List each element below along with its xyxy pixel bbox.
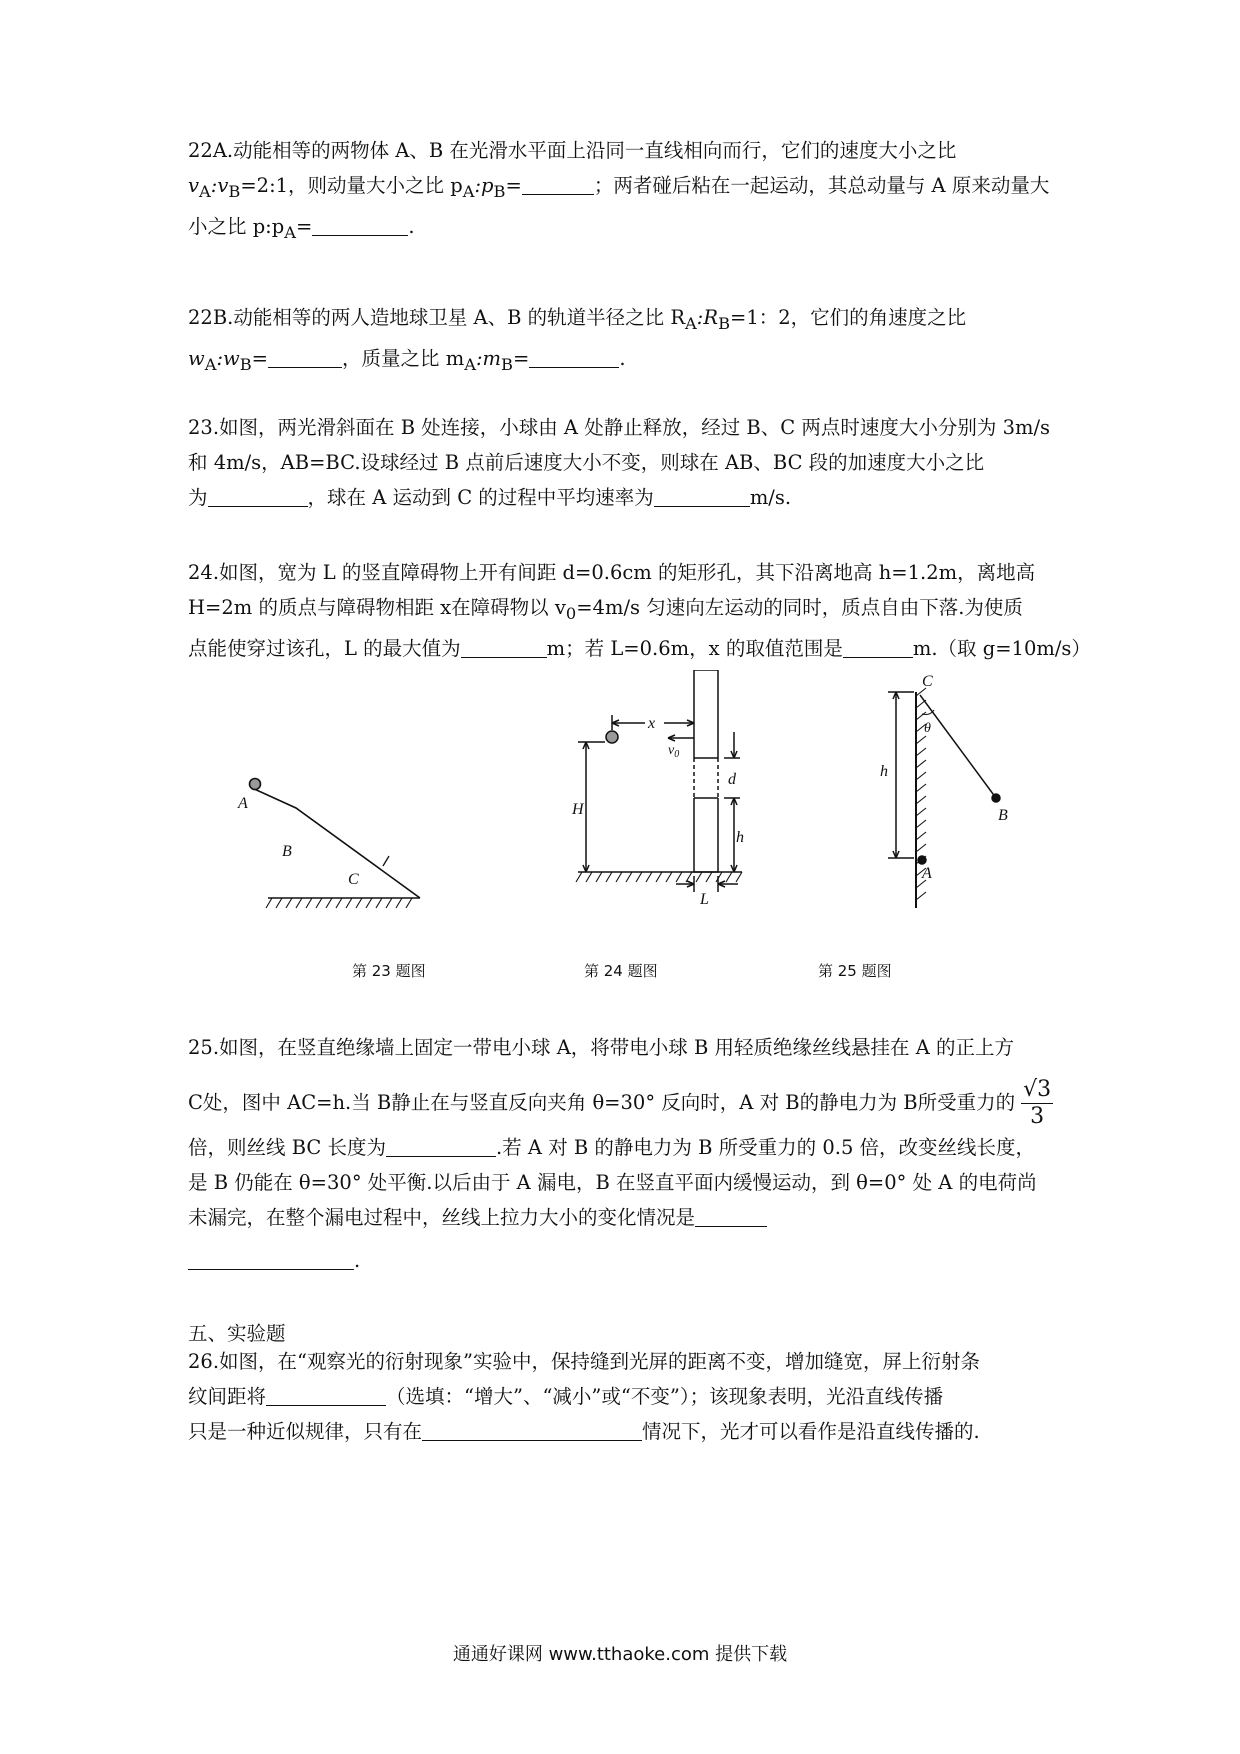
q23-line1: 23.如图，两光滑斜面在 B 处连接，小球由 A 处静止释放，经过 B、C 两点时速度大小分别为 3m/s — [188, 416, 1051, 439]
q22b-line2 — [188, 341, 1058, 382]
label-c: C — [348, 871, 359, 888]
q22b-text: 22B.动能相等的两人造地球卫星 A、B 的轨道半径之比 R — [188, 306, 686, 329]
answer-blank[interactable] — [422, 1420, 642, 1441]
q22a-text2: ；两者碰后粘在一起运动，其总动量与 A 原来动量大 — [593, 174, 1050, 197]
q22a-text3: 小之比 p:p — [188, 214, 285, 238]
q22b-eq: = — [251, 346, 269, 370]
fraction-numerator: √3 — [1023, 1077, 1052, 1102]
question-22a — [188, 133, 1058, 250]
label-L: L — [700, 891, 709, 908]
q25-text: C处，图中 AC=h.当 B静止在与竖直反向夹角 θ=30° 反向时，A 对 B的静电力为 B所受重力的 — [188, 1091, 1016, 1114]
q22b-text2: =1：2，它们的角速度之比 — [730, 306, 967, 329]
figures — [0, 670, 1240, 970]
q22a-eq: = — [505, 174, 522, 197]
label-h: h — [880, 763, 888, 780]
q24-line2 — [188, 590, 1058, 631]
q22b-text3: ，质量之比 m — [342, 346, 465, 370]
q22b-r: :R — [696, 306, 719, 329]
q25-line2 — [188, 1077, 1058, 1130]
answer-blank[interactable] — [386, 1136, 496, 1157]
q22a-sub3: A — [462, 181, 475, 201]
q24-line3 — [188, 631, 1091, 666]
label-x: x — [648, 715, 656, 732]
label-c: C — [922, 673, 933, 690]
label-b: B — [282, 843, 292, 860]
answer-blank[interactable] — [695, 1206, 767, 1227]
q26-line1: 26.如图，在“观察光的衍射现象”实验中，保持缝到光屏的距离不变，增加缝宽，屏上衍射条 — [188, 1350, 980, 1373]
q22a-line1: 22A.动能相等的两物体 A、B 在光滑水平面上沿同一直线相向而行，它们的速度大小之比 — [188, 139, 957, 162]
footer-watermark: 通通好课网 www.tthaoke.com 提供下载 — [452, 1644, 788, 1665]
q25-text3: .若 A 对 B 的静电力为 B 所受重力的 0.5 倍，改变丝线长度， — [496, 1136, 1036, 1159]
label-v0-sub: 0 — [674, 749, 680, 760]
ball-b — [992, 794, 1000, 802]
label-b: B — [998, 807, 1008, 824]
label-d: d — [728, 771, 736, 788]
particle — [606, 731, 618, 743]
thread-bc — [920, 695, 996, 798]
question-24 — [188, 555, 1091, 666]
q26-line2 — [188, 1379, 1058, 1414]
q25-text2: 倍，则丝线 BC 长度为 — [188, 1136, 387, 1159]
fraction-denominator: 3 — [1030, 1104, 1045, 1129]
ground-hatch — [576, 872, 742, 882]
q22b-w2: :w — [216, 346, 240, 370]
label-a: A — [238, 795, 248, 812]
answer-blank[interactable] — [522, 174, 594, 195]
question-26 — [188, 1344, 1058, 1449]
q22a-sub2: B — [228, 181, 241, 201]
q23-text3: m/s. — [749, 486, 792, 509]
q24-text4: m；若 L=0.6m，x 的取值范围是 — [546, 636, 843, 660]
label-v0 — [668, 743, 679, 760]
q22a-line2 — [188, 168, 1058, 209]
caption-fig24: 第 24 题图 — [584, 962, 658, 980]
q22b-sub5: A — [464, 354, 476, 374]
label-v: v — [668, 743, 675, 758]
label-H: H — [572, 801, 584, 818]
q22b-sub3: A — [204, 354, 217, 374]
fraction-sqrt3-over-3 — [1021, 1077, 1053, 1130]
q25-line6 — [188, 1243, 1058, 1278]
answer-blank[interactable] — [529, 347, 619, 368]
ball-a — [918, 856, 926, 864]
q24-text2: =4m/s 匀速向左运动的同时，质点自由下落.为使质 — [576, 596, 1023, 619]
q24-sub: 0 — [565, 603, 577, 623]
answer-blank[interactable] — [312, 215, 408, 236]
q24-text5: m.（取 g=10m/s） — [912, 636, 1091, 660]
figure-25 — [880, 673, 1008, 908]
question-25 — [188, 1030, 1058, 1278]
q22a-p: :p — [474, 174, 494, 197]
q23-line2: 和 4m/s，AB=BC.设球经过 B 点前后速度大小不变，则球在 AB、BC 段的加速度大小之比 — [188, 451, 985, 474]
q22b-m: :m — [475, 346, 502, 370]
q22a-v2: :v — [210, 174, 229, 197]
q25-line3 — [188, 1130, 1058, 1165]
q26-text3: 只是一种近似规律，只有在 — [188, 1420, 423, 1443]
q22b-w: w — [188, 346, 205, 370]
q22a-sub5: A — [284, 222, 296, 242]
caption-fig25: 第 25 题图 — [818, 962, 892, 980]
answer-blank[interactable] — [461, 637, 547, 658]
q22b-sub2: B — [718, 313, 731, 333]
q22b-sub: A — [685, 313, 697, 333]
q26-text2: （选填：“增大”、“减小”或“不变”）；该现象表明，光沿直线传播 — [386, 1385, 944, 1408]
incline-path — [252, 788, 420, 898]
q26-text: 纹间距将 — [188, 1385, 267, 1408]
answer-blank[interactable] — [268, 347, 342, 368]
q22b-sub6: B — [501, 354, 513, 374]
answer-blank[interactable] — [208, 486, 308, 507]
question-23 — [188, 410, 1058, 515]
q25-text4: 未漏完，在整个漏电过程中，丝线上拉力大小的变化情况是 — [188, 1206, 696, 1229]
ball — [250, 779, 261, 790]
q22a-line3 — [188, 209, 1058, 250]
q22a-text: =2:1，则动量大小之比 p — [240, 174, 463, 197]
question-22b — [188, 300, 1058, 382]
q25-line5 — [188, 1200, 1058, 1235]
section-heading: 五、实验题 — [188, 1322, 286, 1345]
q23-line3 — [188, 480, 1058, 515]
q24-text3: 点能使穿过该孔，L 的最大值为 — [188, 636, 461, 660]
q23-text2: ，球在 A 运动到 C 的过程中平均速率为 — [307, 486, 654, 509]
answer-blank[interactable] — [843, 637, 913, 658]
ground-hatch — [266, 898, 412, 908]
q22b-line1 — [188, 300, 1058, 341]
q23-text: 为 — [188, 486, 208, 509]
point-c-tick — [383, 856, 389, 866]
q25-line1: 25.如图，在竖直绝缘墙上固定一带电小球 A，将带电小球 B 用轻质绝缘丝线悬挂在 A 的正上方 — [188, 1036, 1014, 1059]
q22a-period: . — [408, 214, 415, 238]
label-a: A — [922, 865, 932, 882]
label-h: h — [736, 829, 744, 846]
label-theta: θ — [924, 721, 931, 736]
q26-line3 — [188, 1414, 1058, 1449]
answer-blank[interactable] — [654, 486, 750, 507]
q24-text: H=2m 的质点与障碍物相距 x在障碍物以 v — [188, 596, 566, 619]
q22a-sub4: B — [493, 181, 506, 201]
q25-line4: 是 B 仍能在 θ=30° 处平衡.以后由于 A 漏电，B 在竖直平面内缓慢运动，到 θ=0° 处 A 的电荷尚 — [188, 1171, 1037, 1194]
q25-period: . — [354, 1249, 361, 1272]
q26-text4: 情况下，光才可以看作是沿直线传播的. — [642, 1420, 980, 1443]
q22a-eq2: = — [295, 214, 313, 238]
q22b-eq2: = — [512, 346, 530, 370]
q24-line1: 24.如图，宽为 L 的竖直障碍物上开有间距 d=0.6cm 的矩形孔，其下沿离地高 h=1.2m，离地高 — [188, 561, 1036, 584]
answer-blank[interactable] — [266, 1385, 386, 1406]
hole — [692, 758, 720, 798]
q22a-sub: A — [199, 181, 211, 201]
answer-blank[interactable] — [188, 1249, 354, 1270]
q22b-period: . — [619, 346, 626, 370]
figure-24 — [571, 670, 744, 908]
q22b-sub4: B — [239, 354, 252, 374]
caption-fig23: 第 23 题图 — [352, 962, 426, 980]
q22a-v: v — [188, 174, 200, 197]
figure-23 — [237, 779, 420, 909]
